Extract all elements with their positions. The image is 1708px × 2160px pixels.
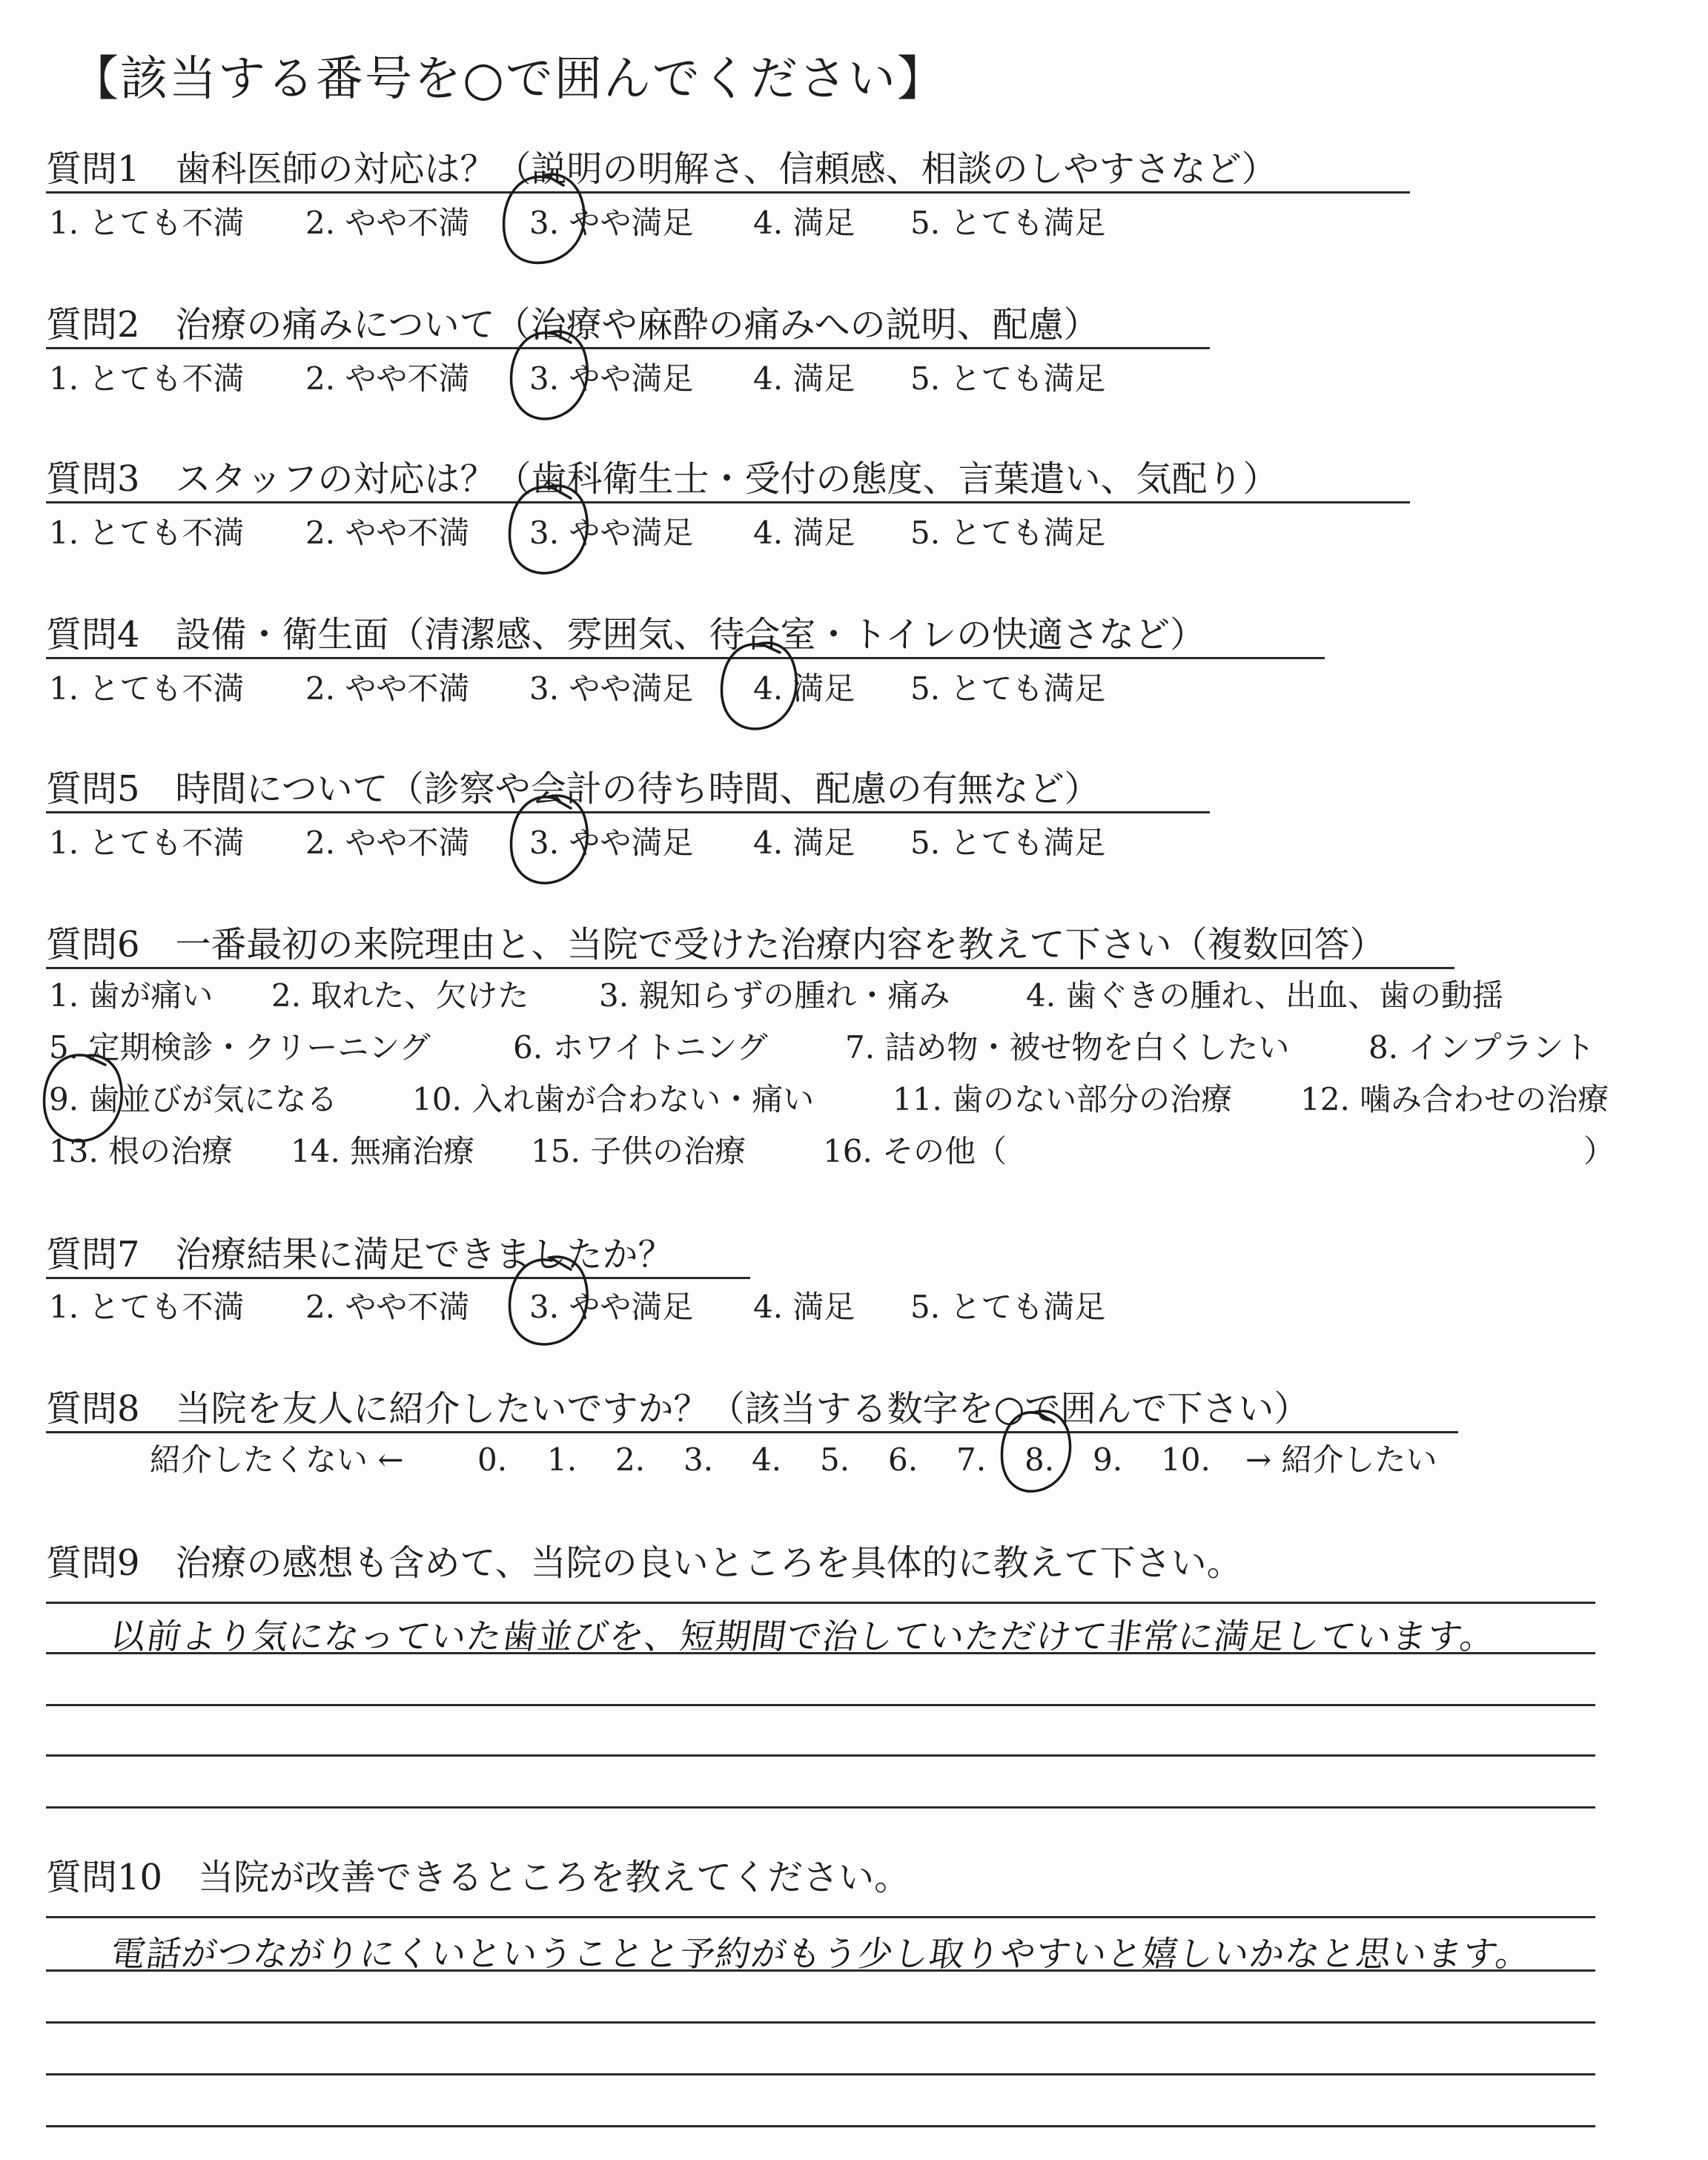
q2-option-4[interactable]: 4. 満足 bbox=[753, 360, 855, 397]
q3-option-3[interactable]: 3. やや満足 bbox=[529, 515, 694, 551]
q7-option-2[interactable]: 2. やや不満 bbox=[305, 1289, 470, 1325]
question-7-underline bbox=[46, 1277, 750, 1279]
question-10-title: 質問10 当院が改善できるところを教えてください。 bbox=[46, 1857, 910, 1898]
q5-option-2[interactable]: 2. やや不満 bbox=[305, 825, 470, 861]
q9-answer-line-5 bbox=[46, 1806, 1595, 1809]
q8-number-7[interactable]: 7. bbox=[956, 1441, 987, 1478]
q7-option-3[interactable]: 3. やや満足 bbox=[529, 1289, 694, 1325]
q6-option-6[interactable]: 6. ホワイトニング bbox=[513, 1029, 768, 1066]
q6-option-3[interactable]: 3. 親知らずの腫れ・痛み bbox=[599, 977, 950, 1014]
q2-option-5[interactable]: 5. とても満足 bbox=[910, 360, 1106, 397]
q6-option-2[interactable]: 2. 取れた、欠けた bbox=[271, 977, 529, 1014]
q10-answer-line-3 bbox=[46, 2021, 1595, 2024]
q3-option-5[interactable]: 5. とても満足 bbox=[910, 515, 1106, 551]
question-2-title: 質問2 治療の痛みについて（治療や麻酔の痛みへの説明、配慮） bbox=[46, 304, 1099, 346]
question-2-underline bbox=[46, 347, 1210, 349]
q1-option-3[interactable]: 3. やや満足 bbox=[529, 205, 694, 241]
question-8-title: 質問8 当院を友人に紹介したいですか？（該当する数字を○で囲んで下さい） bbox=[46, 1388, 1310, 1430]
q3-option-4[interactable]: 4. 満足 bbox=[753, 515, 855, 551]
question-3-title: 質問3 スタッフの対応は？（歯科衛生士・受付の態度、言葉遣い、気配り） bbox=[46, 458, 1279, 500]
q1-option-1[interactable]: 1. とても不満 bbox=[49, 205, 245, 241]
q1-option-5[interactable]: 5. とても満足 bbox=[910, 205, 1106, 241]
q6-option-16[interactable]: 16. その他（ bbox=[823, 1133, 1007, 1169]
q7-option-5[interactable]: 5. とても満足 bbox=[910, 1289, 1106, 1325]
q6-option-9[interactable]: 9. 歯並びが気になる bbox=[49, 1081, 338, 1117]
q5-option-3[interactable]: 3. やや満足 bbox=[529, 825, 694, 861]
q6-option-1[interactable]: 1. 歯が痛い bbox=[49, 977, 214, 1014]
question-4-underline bbox=[46, 657, 1325, 659]
question-6-underline bbox=[46, 967, 1454, 969]
q8-number-2[interactable]: 2. bbox=[615, 1441, 646, 1478]
q3-option-1[interactable]: 1. とても不満 bbox=[49, 515, 245, 551]
q6-option-15[interactable]: 15. 子供の治療 bbox=[531, 1133, 747, 1169]
q8-number-5[interactable]: 5. bbox=[820, 1441, 850, 1478]
page-header: 【該当する番号を○で囲んでください】 bbox=[71, 52, 946, 107]
q10-answer-line-1 bbox=[46, 1916, 1595, 1918]
question-1-title: 質問1 歯科医師の対応は？（説明の明解さ、信頼感、相談のしやすさなど） bbox=[46, 148, 1277, 190]
q4-option-4[interactable]: 4. 満足 bbox=[753, 670, 855, 707]
q8-number-9[interactable]: 9. bbox=[1093, 1441, 1123, 1478]
q9-handwritten-answer[interactable]: 以前より気になっていた歯並びを、短期間で治していただけて非常に満足しています。 bbox=[107, 1616, 1499, 1657]
q1-option-2[interactable]: 2. やや不満 bbox=[305, 205, 470, 241]
q5-option-4[interactable]: 4. 満足 bbox=[753, 825, 855, 861]
q6-option-7[interactable]: 7. 詰め物・被せ物を白くしたい bbox=[845, 1029, 1290, 1066]
q6-option-5[interactable]: 5. 定期検診・クリーニング bbox=[49, 1029, 431, 1066]
q6-option-13[interactable]: 13. 根の治療 bbox=[49, 1133, 234, 1169]
q6-option-8[interactable]: 8. インプラント bbox=[1368, 1029, 1595, 1066]
question-4-title: 質問4 設備・衛生面（清潔感、雰囲気、待合室・トイレの快適さなど） bbox=[46, 614, 1206, 655]
q6-other-close-paren: ） bbox=[1583, 1133, 1615, 1169]
q9-answer-line-1 bbox=[46, 1602, 1595, 1604]
q6-option-14[interactable]: 14. 無痛治療 bbox=[291, 1133, 475, 1169]
q10-handwritten-answer[interactable]: 電話がつながりにくいということと予約がもう少し取りやすいと嬉しいかなと思います。 bbox=[107, 1934, 1535, 1975]
q8-number-8[interactable]: 8. bbox=[1025, 1441, 1055, 1478]
question-1-underline bbox=[46, 191, 1410, 194]
question-8-underline bbox=[46, 1431, 1458, 1433]
q5-option-5[interactable]: 5. とても満足 bbox=[910, 825, 1106, 861]
q2-option-2[interactable]: 2. やや不満 bbox=[305, 360, 470, 397]
q10-answer-line-5 bbox=[46, 2125, 1595, 2127]
q8-number-6[interactable]: 6. bbox=[888, 1441, 918, 1478]
q5-option-1[interactable]: 1. とても不満 bbox=[49, 825, 245, 861]
question-6-title: 質問6 一番最初の来院理由と、当院で受けた治療内容を教えて下さい（複数回答） bbox=[46, 924, 1386, 965]
q4-option-1[interactable]: 1. とても不満 bbox=[49, 670, 245, 707]
q6-option-10[interactable]: 10. 入れ歯が合わない・痛い bbox=[412, 1081, 815, 1117]
q8-number-1[interactable]: 1. bbox=[547, 1441, 577, 1478]
question-7-title: 質問7 治療結果に満足できましたか？ bbox=[46, 1234, 674, 1275]
q8-left-label: 紹介したくない ← bbox=[150, 1441, 404, 1478]
q8-number-10[interactable]: 10. bbox=[1161, 1441, 1211, 1478]
q8-number-4[interactable]: 4. bbox=[752, 1441, 782, 1478]
question-5-title: 質問5 時間について（診察や会計の待ち時間、配慮の有無など） bbox=[46, 768, 1100, 810]
q6-option-11[interactable]: 11. 歯のない部分の治療 bbox=[893, 1081, 1233, 1117]
q4-option-3[interactable]: 3. やや満足 bbox=[529, 670, 694, 707]
q8-right-label: → 紹介したい bbox=[1245, 1441, 1437, 1478]
q3-option-2[interactable]: 2. やや不満 bbox=[305, 515, 470, 551]
question-3-underline bbox=[46, 501, 1410, 503]
q10-answer-line-4 bbox=[46, 2073, 1595, 2075]
q8-number-0[interactable]: 0. bbox=[477, 1441, 508, 1478]
q7-option-4[interactable]: 4. 満足 bbox=[753, 1289, 855, 1325]
q9-answer-line-3 bbox=[46, 1704, 1595, 1706]
q8-number-3[interactable]: 3. bbox=[683, 1441, 714, 1478]
q4-option-5[interactable]: 5. とても満足 bbox=[910, 670, 1106, 707]
q1-option-4[interactable]: 4. 満足 bbox=[753, 205, 855, 241]
q2-option-1[interactable]: 1. とても不満 bbox=[49, 360, 245, 397]
question-9-title: 質問9 治療の感想も含めて、当院の良いところを具体的に教えて下さい。 bbox=[46, 1542, 1242, 1584]
q6-option-4[interactable]: 4. 歯ぐきの腫れ、出血、歯の動揺 bbox=[1026, 977, 1503, 1014]
q9-answer-line-4 bbox=[46, 1754, 1595, 1757]
q4-option-2[interactable]: 2. やや不満 bbox=[305, 670, 470, 707]
q6-option-12[interactable]: 12. 噛み合わせの治療 bbox=[1300, 1081, 1609, 1117]
q7-option-1[interactable]: 1. とても不満 bbox=[49, 1289, 245, 1325]
question-5-underline bbox=[46, 811, 1210, 813]
q2-option-3[interactable]: 3. やや満足 bbox=[529, 360, 694, 397]
